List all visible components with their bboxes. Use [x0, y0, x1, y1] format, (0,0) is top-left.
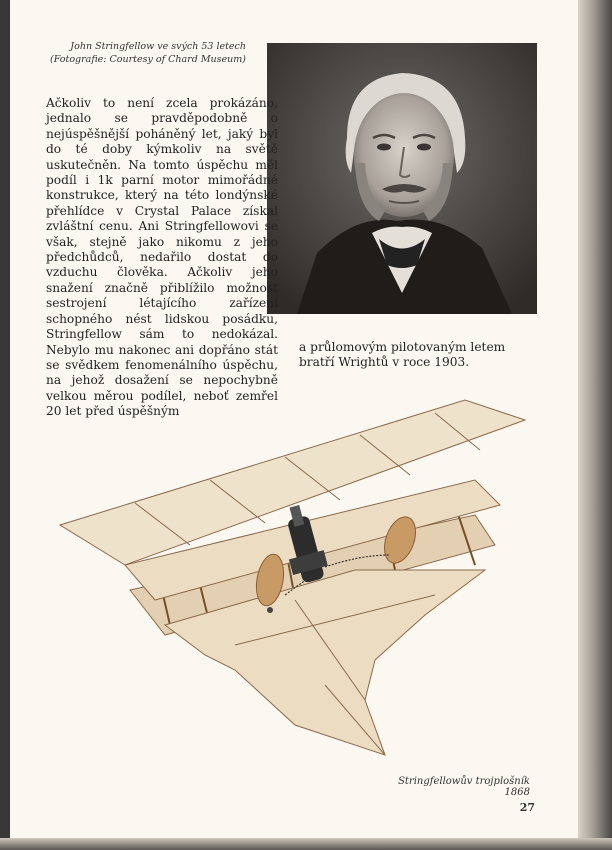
continuation-text: a průlomovým pilotovaným letem bratří Wrightů v roce 1903. — [299, 340, 506, 370]
page-bottom-edge — [0, 838, 612, 850]
triplane-illustration — [55, 395, 530, 760]
photo-caption-line-2: (Fotografie: Courtesy of Chard Museum) — [50, 54, 246, 65]
triplane-drawing — [55, 395, 530, 760]
photo-caption — [40, 40, 246, 66]
photo-caption-line-1: John Stringfellow ve svých 53 letech — [70, 41, 246, 52]
page-number: 27 — [519, 801, 535, 814]
main-body-text: Ačkoliv to není zcela prokázáno, jednalo se pravděpodobně o nejúspěšnější poháněný let, jaký byl do té doby kýmkoliv na světě uskutečněn. Na tomto úspěchu měl podíl i 1k parní motor mimořádné konstrukce, který na této londýnské přehlídce v Crystal Palace získal zvláštní cenu. Ani Stringfellowovi se však, stejně jako nikomu z jeho předchůdců, nedařilo dostat do vzduchu člověka. Ačkoliv jeho snažení značně přiblížilo možnost sestrojení létajícího zařízení schopného nést lidskou posádku, Stringfellow sám to nedokázal. Nebylo mu nakonec ani dopřáno stát se svědkem fenomenálního úspěchu, na jehož dosažení se nepochybně velkou měrou podílel, neboť zemřel 20 let před úspěšným — [46, 96, 278, 419]
page-edge — [578, 0, 612, 850]
portrait-illustration — [267, 43, 537, 314]
illustration-caption: Stringfellowův trojplošník 1868 — [398, 776, 530, 798]
portrait-photo — [267, 43, 537, 314]
